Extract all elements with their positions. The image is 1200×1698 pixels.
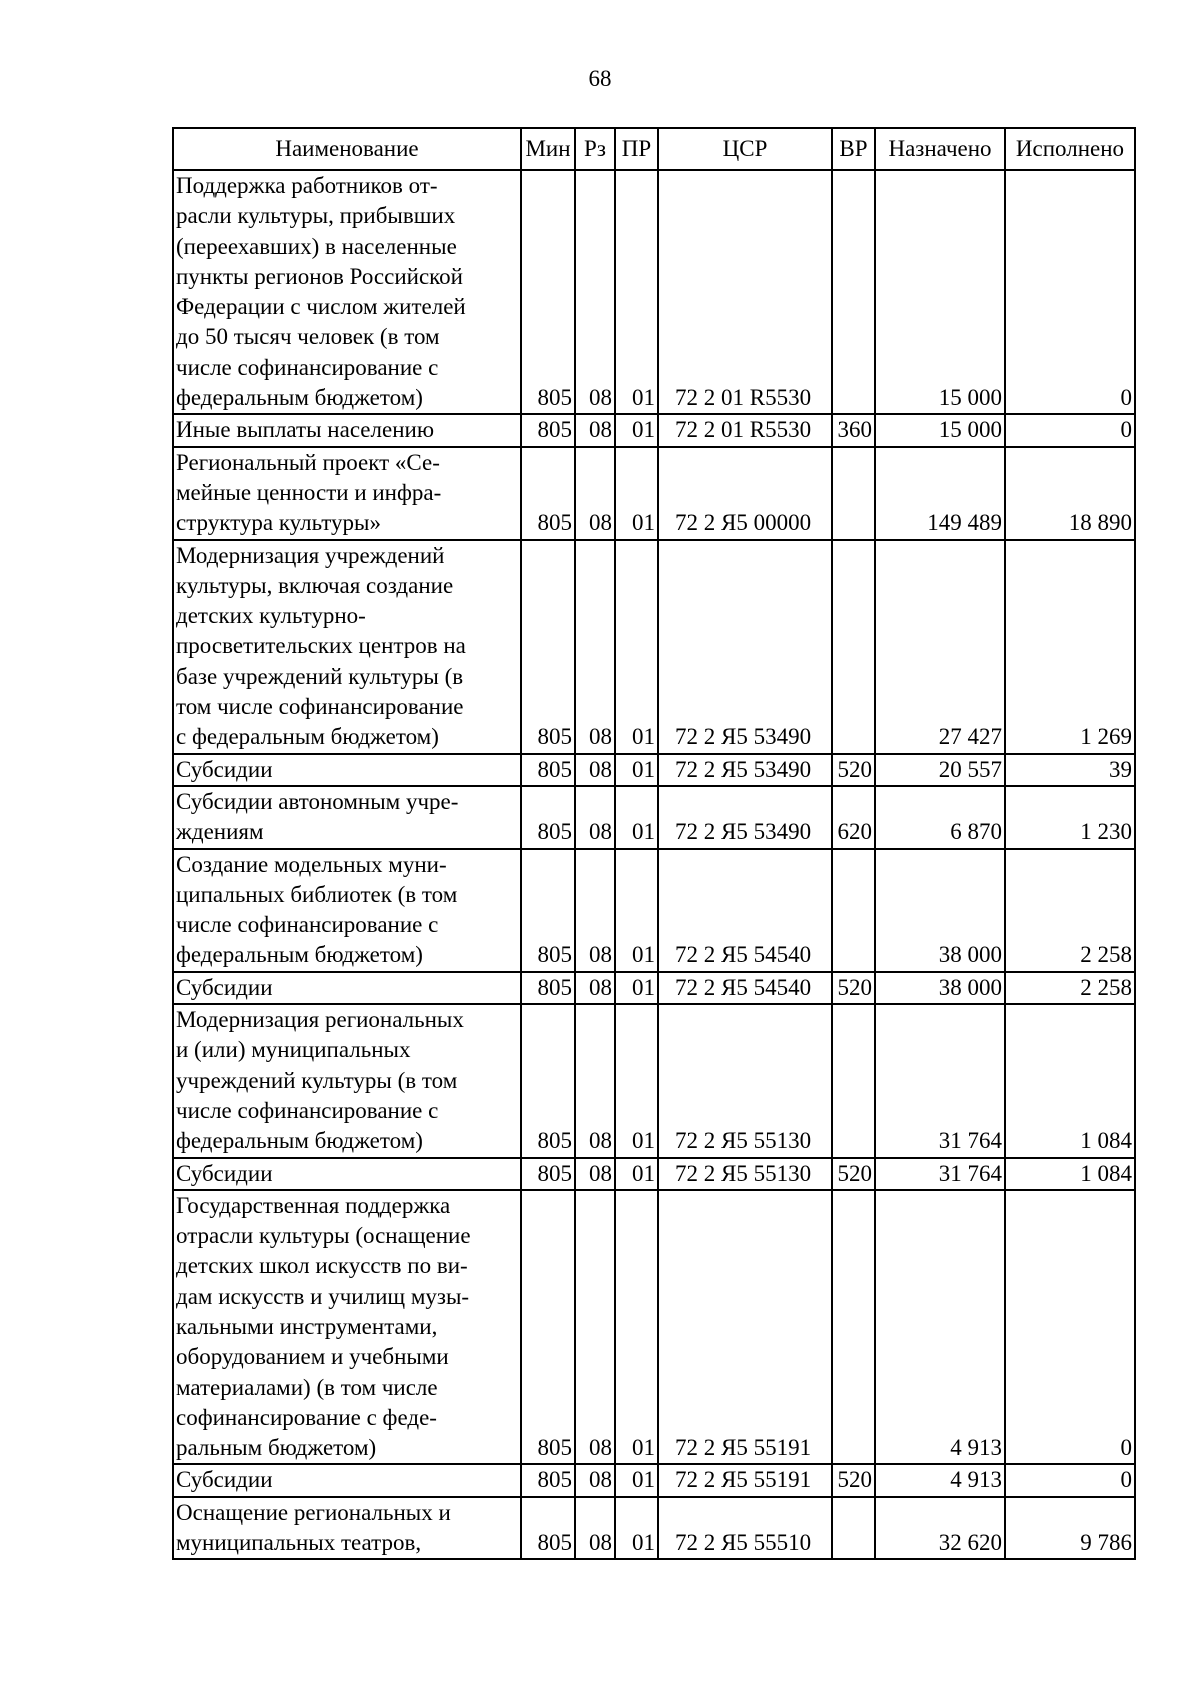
row-csr: 72 2 01 R5530 [658,170,832,414]
row-name: Субсидии автономным учре- ждениям [173,786,521,849]
row-pr: 01 [615,1497,658,1560]
row-min: 805 [521,1190,575,1465]
row-executed: 18 890 [1005,447,1135,540]
row-csr: 72 2 Я5 54540 [658,849,832,972]
row-min: 805 [521,786,575,849]
row-assigned: 6 870 [875,786,1005,849]
row-csr: 72 2 Я5 00000 [658,447,832,540]
row-pr: 01 [615,414,658,446]
row-assigned: 38 000 [875,849,1005,972]
row-csr: 72 2 Я5 55191 [658,1190,832,1465]
row-csr: 72 2 01 R5530 [658,414,832,446]
table-row [173,849,1135,972]
row-min: 805 [521,170,575,414]
row-rz: 08 [575,1004,615,1157]
row-vr [832,1004,875,1157]
row-name: Поддержка работников от- расли культуры, прибывших (переехавших) в населенные пункты регионов Российской Федерации с числом жителей до 50 тысяч человек (в том числе софинансирование с федеральным бюджетом) [173,170,521,414]
row-assigned: 4 913 [875,1190,1005,1465]
row-name: Создание модельных муни- ципальных библиотек (в том числе софинансирование с федеральным бюджетом) [173,849,521,972]
table-row [173,1004,1135,1157]
row-executed: 1 269 [1005,540,1135,754]
header-vr: ВР [832,128,875,170]
row-pr: 01 [615,972,658,1004]
row-min: 805 [521,754,575,786]
row-vr: 520 [832,972,875,1004]
header-csr: ЦСР [658,128,832,170]
header-pr: ПР [615,128,658,170]
row-vr: 520 [832,1158,875,1190]
row-assigned: 4 913 [875,1464,1005,1496]
row-csr: 72 2 Я5 55130 [658,1004,832,1157]
table-row [173,414,1135,446]
row-name: Региональный проект «Се- мейные ценности и инфра- структура культуры» [173,447,521,540]
row-vr [832,849,875,972]
table-row [173,447,1135,540]
row-rz: 08 [575,1158,615,1190]
row-min: 805 [521,414,575,446]
row-vr [832,540,875,754]
row-name: Субсидии [173,754,521,786]
row-csr: 72 2 Я5 53490 [658,540,832,754]
row-rz: 08 [575,414,615,446]
row-pr: 01 [615,447,658,540]
row-rz: 08 [575,170,615,414]
row-vr [832,1497,875,1560]
row-min: 805 [521,1004,575,1157]
row-assigned: 149 489 [875,447,1005,540]
header-assigned: Назначено [875,128,1005,170]
row-assigned: 15 000 [875,170,1005,414]
row-assigned: 32 620 [875,1497,1005,1560]
row-executed: 0 [1005,1190,1135,1465]
header-name: Наименование [173,128,521,170]
row-rz: 08 [575,786,615,849]
row-vr [832,170,875,414]
row-pr: 01 [615,1158,658,1190]
row-executed: 39 [1005,754,1135,786]
row-executed: 0 [1005,170,1135,414]
row-min: 805 [521,1497,575,1560]
row-executed: 2 258 [1005,972,1135,1004]
row-executed: 1 230 [1005,786,1135,849]
row-assigned: 38 000 [875,972,1005,1004]
table-row [173,1158,1135,1190]
row-vr: 620 [832,786,875,849]
table-row [173,1464,1135,1496]
row-assigned: 15 000 [875,414,1005,446]
row-min: 805 [521,972,575,1004]
row-vr [832,447,875,540]
row-csr: 72 2 Я5 55510 [658,1497,832,1560]
row-pr: 01 [615,1464,658,1496]
row-rz: 08 [575,1190,615,1465]
row-pr: 01 [615,540,658,754]
row-rz: 08 [575,540,615,754]
row-vr [832,1190,875,1465]
table-row [173,972,1135,1004]
header-rz: Рз [575,128,615,170]
header-executed: Исполнено [1005,128,1135,170]
table-row [173,754,1135,786]
row-vr: 520 [832,1464,875,1496]
table-row [173,1190,1135,1465]
row-vr: 520 [832,754,875,786]
row-rz: 08 [575,1497,615,1560]
row-executed: 1 084 [1005,1158,1135,1190]
row-pr: 01 [615,849,658,972]
row-rz: 08 [575,972,615,1004]
row-min: 805 [521,1464,575,1496]
row-csr: 72 2 Я5 55130 [658,1158,832,1190]
row-min: 805 [521,1158,575,1190]
row-name: Субсидии [173,972,521,1004]
row-name: Модернизация региональных и (или) муниципальных учреждений культуры (в том числе софинансирование с федеральным бюджетом) [173,1004,521,1157]
row-pr: 01 [615,754,658,786]
row-executed: 0 [1005,414,1135,446]
row-rz: 08 [575,849,615,972]
row-min: 805 [521,447,575,540]
row-rz: 08 [575,447,615,540]
row-name: Субсидии [173,1464,521,1496]
row-name: Субсидии [173,1158,521,1190]
row-csr: 72 2 Я5 54540 [658,972,832,1004]
row-executed: 1 084 [1005,1004,1135,1157]
header-min: Мин [521,128,575,170]
row-executed: 9 786 [1005,1497,1135,1560]
row-name: Иные выплаты населению [173,414,521,446]
row-name: Модернизация учреждений культуры, включая создание детских культурно- просветительских центров на базе учреждений культуры (в том числе софинансирование с федеральным бюджетом) [173,540,521,754]
row-name: Государственная поддержка отрасли культуры (оснащение детских школ искусств по ви- дам искусств и училищ музы- кальными инструментами, оборудованием и учебными материалами) (в том числе софинансирование с феде- ральным бюджетом) [173,1190,521,1465]
row-csr: 72 2 Я5 55191 [658,1464,832,1496]
row-pr: 01 [615,1190,658,1465]
table-header-row [173,128,1135,170]
page-number: 68 [588,66,612,91]
table-row [173,1497,1135,1560]
row-csr: 72 2 Я5 53490 [658,754,832,786]
row-vr: 360 [832,414,875,446]
row-rz: 08 [575,754,615,786]
row-assigned: 31 764 [875,1004,1005,1157]
row-assigned: 27 427 [875,540,1005,754]
table-row [173,540,1135,754]
table-row [173,786,1135,849]
row-min: 805 [521,849,575,972]
row-executed: 0 [1005,1464,1135,1496]
row-pr: 01 [615,786,658,849]
budget-table [172,127,1136,1560]
row-rz: 08 [575,1464,615,1496]
row-pr: 01 [615,170,658,414]
row-executed: 2 258 [1005,849,1135,972]
row-min: 805 [521,540,575,754]
row-csr: 72 2 Я5 53490 [658,786,832,849]
row-assigned: 20 557 [875,754,1005,786]
table-row [173,170,1135,414]
row-assigned: 31 764 [875,1158,1005,1190]
row-name: Оснащение региональных и муниципальных театров, [173,1497,521,1560]
row-pr: 01 [615,1004,658,1157]
